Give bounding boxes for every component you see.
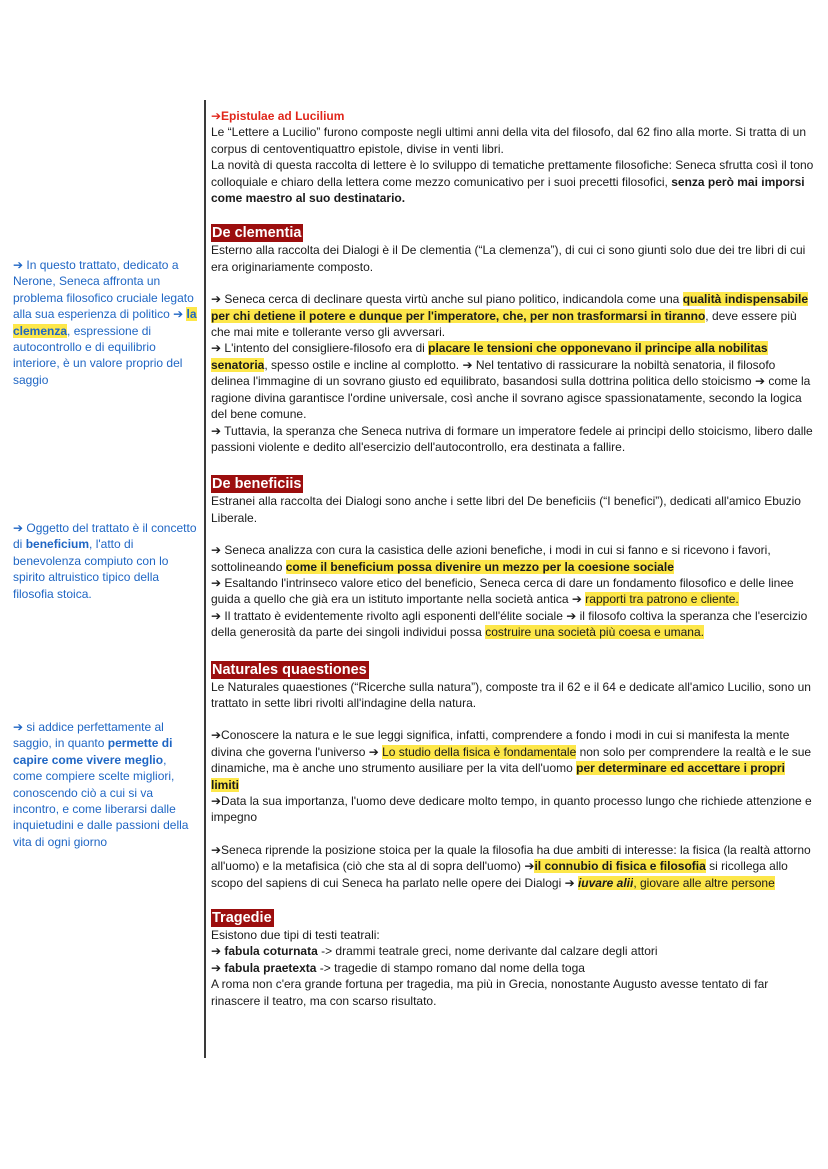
section-heading: De beneficiis <box>212 476 302 493</box>
beneficiis-paragraph-1: Estranei alla raccolta dei Dialogi sono anche i sette libri del De beneficiis (“I benefici”), dedicati all'amico Ebuzio Liberale. <box>211 494 801 525</box>
section-de-beneficiis <box>211 475 814 640</box>
clementia-paragraph-2: ➔ Seneca cerca di declinare questa virtù anche sul piano politico, indicandola come una qualità indispensabile per chi detiene il potere e dunque per l'imperatore, che, per non trasformarsi in tiranno, deve essere più che mai mite e tollerante verso gli avversari. <box>211 292 809 340</box>
naturales-paragraph-4: ➔Seneca riprende la posizione stoica per la quale la filosofia ha due ambiti di interesse: la fisica (la realtà attorno all'uomo) e la metafisica (ciò che sta al di sopra dell'uomo) ➔il connubio di fisica e filosofia si ricollega allo scopo del sapiens di cui Seneca ha parlato nelle opere dei Dialogi ➔ iuvare alii, giovare alle altre persone <box>211 842 811 890</box>
highlight: la clemenza <box>13 307 197 338</box>
main-notes <box>211 108 814 1009</box>
beneficiis-paragraph-2: ➔ Seneca analizza con cura la casistica delle azioni benefiche, i modi in cui si fanno e si ricevono i favori, sottolineando come il beneficium possa divenire un mezzo per la coesione sociale <box>211 543 771 574</box>
tragedie-item-coturnata: ➔ fabula coturnata -> drammi teatrale greci, nome derivante dal calzare degli attori <box>211 944 658 959</box>
section-naturales-quaestiones <box>211 661 814 891</box>
epistulae-paragraph-2: La novità di questa raccolta di lettere è lo sviluppo di tematiche prettamente filosofiche: Seneca sfrutta così il tono colloquiale e chiaro della lettera come mezzo comunicativo per i suoi precetti filosofici, senza però mai imporsi come maestro al suo destinatario. <box>211 158 814 206</box>
epistulae-title: ➔Epistulae ad Lucilium <box>211 109 345 123</box>
epistulae-paragraph-1: Le “Lettere a Lucilio” furono composte negli ultimi anni della vita del filosofo, dal 62 fino alla morte. Si tratta di un corpus di centoventiquattro epistole, divise in venti libri. <box>211 125 806 156</box>
side-note-naturales: ➔ si addice perfettamente al saggio, in quanto permette di capire come vivere meglio, come compiere scelte migliori, conoscendo ciò a cui si va incontro, e come liberarsi dalle inquietudini e dalle passioni della vita di ogni giorno <box>13 720 189 849</box>
section-epistulae <box>211 108 814 206</box>
naturales-paragraph-3: ➔Data la sua importanza, l'uomo deve dedicare molto tempo, in quanto processo lungo che richiede attenzione e impegno <box>211 794 812 825</box>
tragedie-paragraph-1: Esistono due tipi di testi teatrali: <box>211 928 380 943</box>
clementia-paragraph-1: Esterno alla raccolta dei Dialogi è il De clementia (“La clemenza”), di cui ci sono giunti solo due dei tre libri di cui era originariamente composto. <box>211 243 806 274</box>
side-note-beneficiis: ➔ Oggetto del trattato è il concetto di beneficium, l'atto di benevolenza compiuto con lo spirito altruistico tipico della filosofia stoica. <box>13 521 197 601</box>
clementia-paragraph-3: ➔ L'intento del consigliere-filosofo era di placare le tensioni che opponevano il principe alla nobilitas senatoria, spesso ostile e incline al complotto. ➔ Nel tentativo di rassicurare la nobiltà senatoria, il filosofo delinea l'immagine di un sovrano giusto ed equilibrato, basandosi sulla dottrina politica dello stoicismo ➔ come la ragione divina garantisce l'ordine universale, così anche il sovrano agisce spassionatamente, secondo la logica del bene comune. <box>211 341 811 422</box>
section-tragedie <box>211 909 814 1009</box>
section-heading: Naturales quaestiones <box>212 661 367 678</box>
section-heading: De clementia <box>212 225 302 242</box>
tragedie-paragraph-2: A roma non c'era grande fortuna per tragedia, ma più in Grecia, nonostante Augusto avesse tentato di far rinascere il teatro, ma con scarso risultato. <box>211 977 769 1008</box>
tragedie-item-praetexta: ➔ fabula praetexta -> tragedie di stampo romano dal nome della toga <box>211 960 585 975</box>
beneficiis-paragraph-3: ➔ Esaltando l'intrinseco valore etico del beneficio, Seneca cerca di dare un fondamento filosofico e delle linee guida a quello che già era un istituto importante nella società antica ➔ rapporti tra patrono e cliente. <box>211 575 794 607</box>
section-de-clementia <box>211 224 814 455</box>
beneficiis-paragraph-4: ➔ Il trattato è evidentemente rivolto agli esponenti dell'élite sociale ➔ il filosofo coltiva la speranza che l'esercizio della generosità da parte dei singoli individui possa costruire una società più coesa e umana. <box>211 608 808 640</box>
clementia-paragraph-4: ➔ Tuttavia, la speranza che Seneca nutriva di formare un imperatore fedele ai principi dello stoicismo, libero dalle passioni violente e dedito all'esercizio dell'autocontrollo, era destinata a fallire. <box>211 423 813 454</box>
side-note-clementia: ➔ In questo trattato, dedicato a Nerone, Seneca affronta un problema filosofico cruciale legato alla sua esperienza di politico ➔ la clemenza, espressione di autocontrollo e di equilibrio interiore, è un valore proprio del saggio <box>13 258 197 387</box>
naturales-paragraph-2: ➔Conoscere la natura e le sue leggi significa, infatti, comprendere a fondo i modi in cui si manifesta la mente divina che governa l'universo ➔ Lo studio della fisica è fondamentale non solo per comprendere la realtà e le sue dinamiche, ma è anche uno strumento ausiliare per la vita dell'uomo per determinare ed accettare i propri limiti <box>211 728 812 792</box>
naturales-paragraph-1: Le Naturales quaestiones (“Ricerche sulla natura”), composte tra il 62 e il 64 e dedicate all'amico Lucilio, sono un trattato in sette libri rivolti all'indagine della natura. <box>211 679 811 710</box>
margin-divider-line <box>204 100 206 1058</box>
section-heading: Tragedie <box>212 910 272 927</box>
